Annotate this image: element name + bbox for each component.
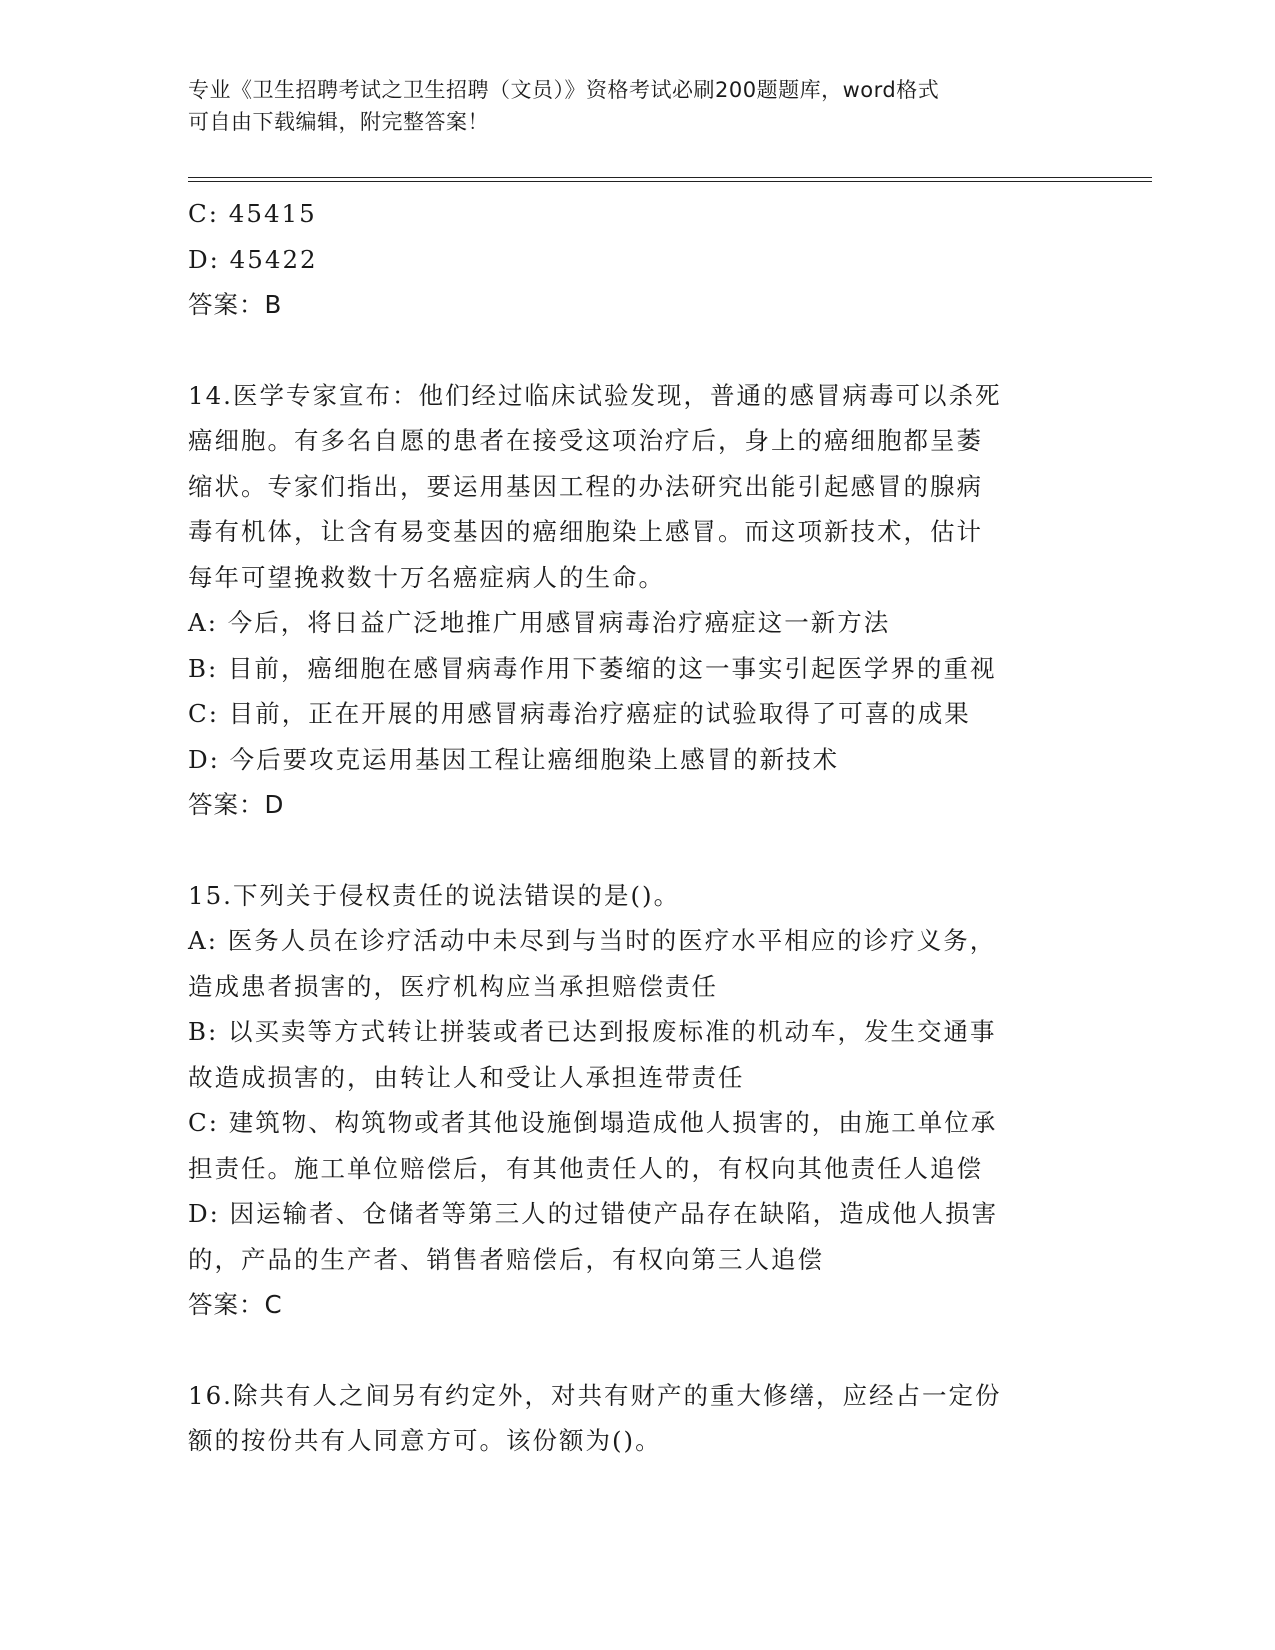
option-b-continued: 故造成损害的，由转让人和受让人承担连带责任 [188,1062,745,1092]
question-stem-line: 15.下列关于侵权责任的说法错误的是()。 [188,880,681,910]
header-line-2: 可自由下载编辑，附完整答案！ [188,110,489,134]
spacer [188,328,1088,373]
option-a: A: 今后，将日益广泛地推广用感冒病毒治疗癌症这一新方法 [188,608,891,637]
question-stem-line: 癌细胞。有多名自愿的患者在接受这项治疗后，身上的癌细胞都呈萎 [188,426,983,455]
option-c-continued: 担责任。施工单位赔偿后，有其他责任人的，有权向其他责任人追偿 [188,1153,983,1183]
header-divider-top [188,177,1152,178]
option-c: C: 建筑物、构筑物或者其他设施倒塌造成他人损害的，由施工单位承 [188,1108,998,1137]
answer-line: 答案：B [188,290,283,319]
option-a: A: 医务人员在诊疗活动中未尽到与当时的医疗水平相应的诊疗义务， [188,926,997,955]
question-13-tail [188,191,1088,328]
option-d: D: 今后要攻克运用基因工程让癌细胞染上感冒的新技术 [188,744,840,774]
answer-line: 答案：D [188,790,285,819]
option-a-continued: 造成患者损害的，医疗机构应当承担赔偿责任 [188,971,718,1001]
header-line-1: 专业《卫生招聘考试之卫生招聘（文员）》资格考试必刷200题题库，word格式 [188,78,940,102]
question-stem-line: 每年可望挽救数十万名癌症病人的生命。 [188,562,665,592]
question-stem-line: 缩状。专家们指出，要运用基因工程的办法研究出能引起感冒的腺病 [188,471,983,501]
option-b: B: 目前，癌细胞在感冒病毒作用下萎缩的这一事实引起医学界的重视 [188,653,997,683]
option-d: D: 45422 [188,244,318,274]
header-divider-bottom [188,181,1152,182]
spacer [188,828,1088,873]
option-d: D: 因运输者、仓储者等第三人的过错使产品存在缺陷，造成他人损害 [188,1199,999,1228]
option-c: C: 45415 [188,199,317,228]
question-16 [188,1373,1088,1464]
option-b: B: 以买卖等方式转让拼装或者已达到报废标准的机动车，发生交通事 [188,1017,997,1046]
question-14 [188,373,1088,828]
question-stem-line: 16.除共有人之间另有约定外，对共有财产的重大修缮，应经占一定份 [188,1380,1002,1410]
option-c: C: 目前，正在开展的用感冒病毒治疗癌症的试验取得了可喜的成果 [188,699,971,728]
document-header [188,74,1068,138]
question-15 [188,873,1088,1328]
answer-line: 答案：C [188,1290,283,1319]
document-body [188,191,1088,1464]
spacer [188,1328,1088,1373]
option-d-continued: 的，产品的生产者、销售者赔偿后，有权向第三人追偿 [188,1244,824,1274]
question-stem-line: 额的按份共有人同意方可。该份额为()。 [188,1426,662,1455]
question-stem-line: 毒有机体，让含有易变基因的癌细胞染上感冒。而这项新技术，估计 [188,517,983,546]
question-stem-line: 14.医学专家宣布：他们经过临床试验发现，普通的感冒病毒可以杀死 [188,380,1002,410]
